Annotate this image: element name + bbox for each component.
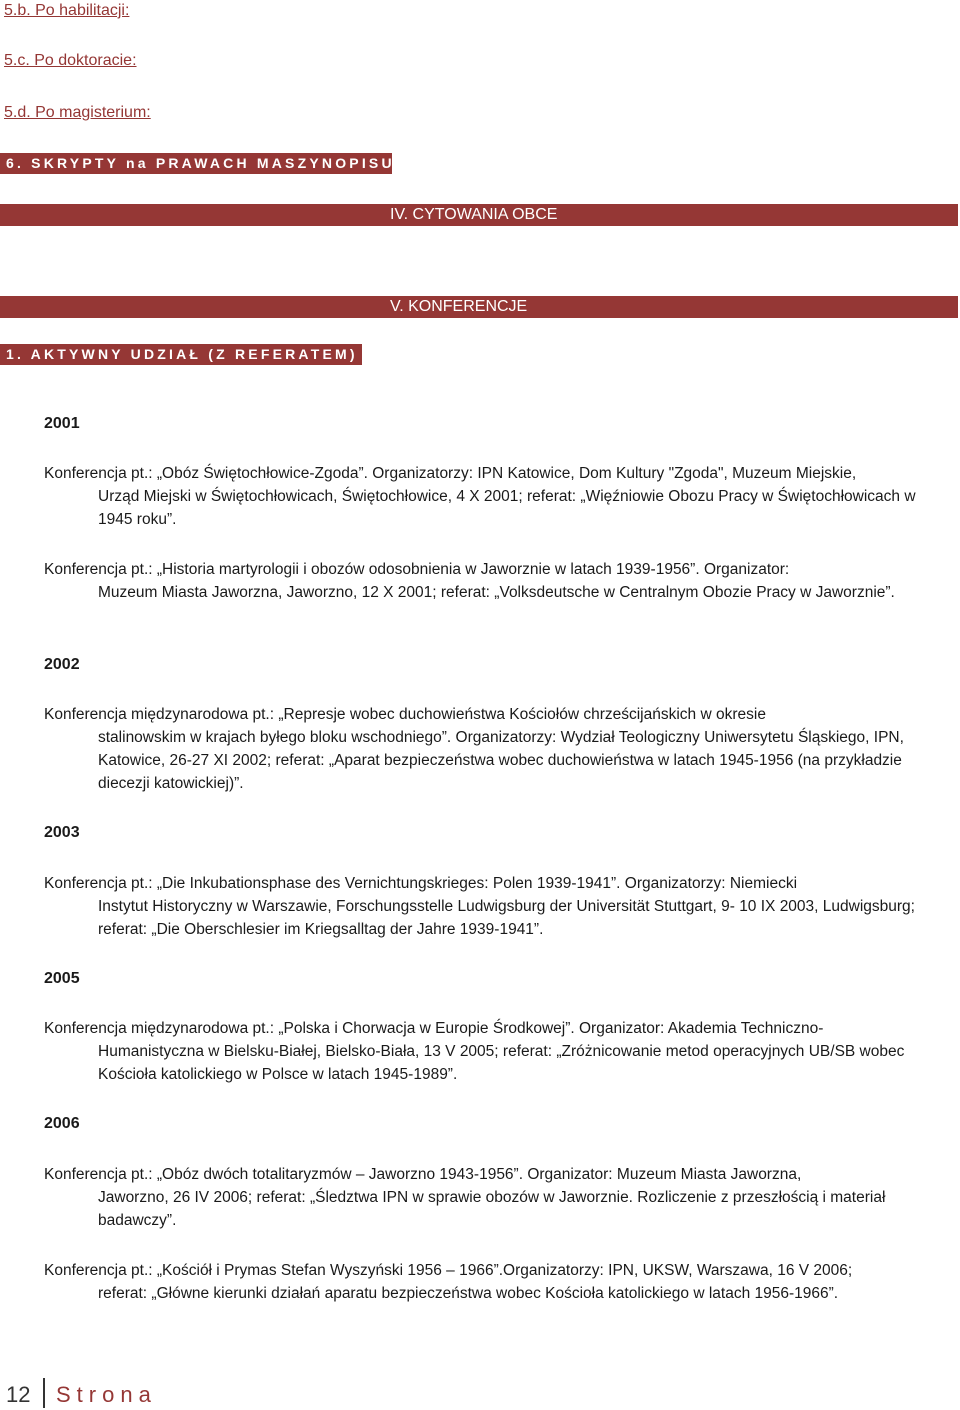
conference-entry (44, 872, 944, 941)
entry-first-line: Konferencja pt.: „Obóz Świętochłowice-Zgoda”. Organizatorzy: IPN Katowice, Dom Kultury "Zgoda", Muzeum Miejskie, (44, 465, 857, 482)
entry-first-line: Konferencja pt.: „Historia martyrologii i obozów odosobnienia w Jaworznie w latach 1939-1956”. Organizator: (44, 561, 790, 578)
conference-entry (44, 703, 944, 795)
section-bar-skrypty: 6. SKRYPTY na PRAWACH MASZYNOPISU (0, 153, 392, 174)
entry-first-line: Konferencja międzynarodowa pt.: „Polska i Chorwacja w Europie Środkowej”. Organizator: Akademia Techniczno- (44, 1020, 824, 1037)
year-heading: 2003 (44, 824, 80, 841)
section-bar-udzial: 1. AKTYWNY UDZIAŁ (Z REFERATEM) (0, 344, 362, 365)
heading-5c: 5.c. Po doktoracie: (4, 52, 137, 69)
entry-continuation: Urząd Miejski w Świętochłowicach, Świętochłowice, 4 X 2001; referat: „Więźniowie Obozu Pracy w Świętochłowicach w 1945 roku”. (98, 488, 916, 528)
conference-entry (44, 462, 944, 531)
entry-continuation: referat: „Główne kierunki działań aparatu bezpieczeństwa wobec Kościoła katolickiego w latach 1956-1966”. (98, 1285, 839, 1302)
entry-first-line: Konferencja pt.: „Die Inkubationsphase des Vernichtungskrieges: Polen 1939-1941”. Organizatorzy: Niemiecki (44, 875, 798, 892)
year-heading: 2005 (44, 970, 80, 987)
section-bar-konferencje: V. KONFERENCJE (0, 296, 958, 318)
year-heading: 2006 (44, 1115, 80, 1132)
year-heading: 2001 (44, 415, 80, 432)
conference-entry (44, 1017, 944, 1086)
entry-continuation: Muzeum Miasta Jaworzna, Jaworzno, 12 X 2001; referat: „Volksdeutsche w Centralnym Obozie Pracy w Jaworznie”. (98, 584, 895, 601)
heading-5b: 5.b. Po habilitacji: (4, 2, 130, 19)
entry-first-line: Konferencja pt.: „Kościół i Prymas Stefan Wyszyński 1956 – 1966”.Organizatorzy: IPN, UKSW, Warszawa, 16 V 2006; (44, 1262, 853, 1279)
heading-5d: 5.d. Po magisterium: (4, 104, 151, 121)
section-bar-cytowania: IV. CYTOWANIA OBCE (0, 204, 958, 226)
entry-first-line: Konferencja pt.: „Obóz dwóch totalitaryzmów – Jaworzno 1943-1956”. Organizator: Muzeum Miasta Jaworzna, (44, 1166, 802, 1183)
page-number: 12 (6, 1382, 31, 1407)
conference-entry (44, 1259, 944, 1305)
conference-entry (44, 1163, 944, 1232)
conference-entry (44, 558, 944, 604)
entry-continuation: Instytut Historyczny w Warszawie, Forschungsstelle Ludwigsburg der Universität Stuttgart, 9- 10 IX 2003, Ludwigsburg; referat: „Die Oberschlesier im Kriegsalltag der Jahre 1939-1941”. (98, 898, 915, 938)
entry-continuation: Jaworzno, 26 IV 2006; referat: „Śledztwa IPN w sprawie obozów w Jaworznie. Rozliczenie z przeszłością i materiał badawczy”. (98, 1189, 886, 1229)
page-label: Strona (56, 1382, 157, 1407)
entry-first-line: Konferencja międzynarodowa pt.: „Represje wobec duchowieństwa Kościołów chrześcijańskich w okresie (44, 706, 766, 723)
entry-continuation: Humanistyczna w Bielsku-Białej, Bielsko-Biała, 13 V 2005; referat: „Zróżnicowanie metod operacyjnych UB/SB wobec Kościoła katolickiego w Polsce w latach 1945-1989”. (98, 1043, 905, 1083)
entry-continuation: stalinowskim w krajach byłego bloku wschodniego”. Organizatorzy: Wydział Teologiczny Uniwersytetu Śląskiego, IPN, Katowice, 26-27 XI 2002; referat: „Aparat bezpieczeństwa wobec duchowieństwa w latach 1945-1956 (na przykładzie diecezji katowickiej)”. (98, 729, 904, 792)
year-heading: 2002 (44, 656, 80, 673)
footer-separator (43, 1378, 45, 1408)
